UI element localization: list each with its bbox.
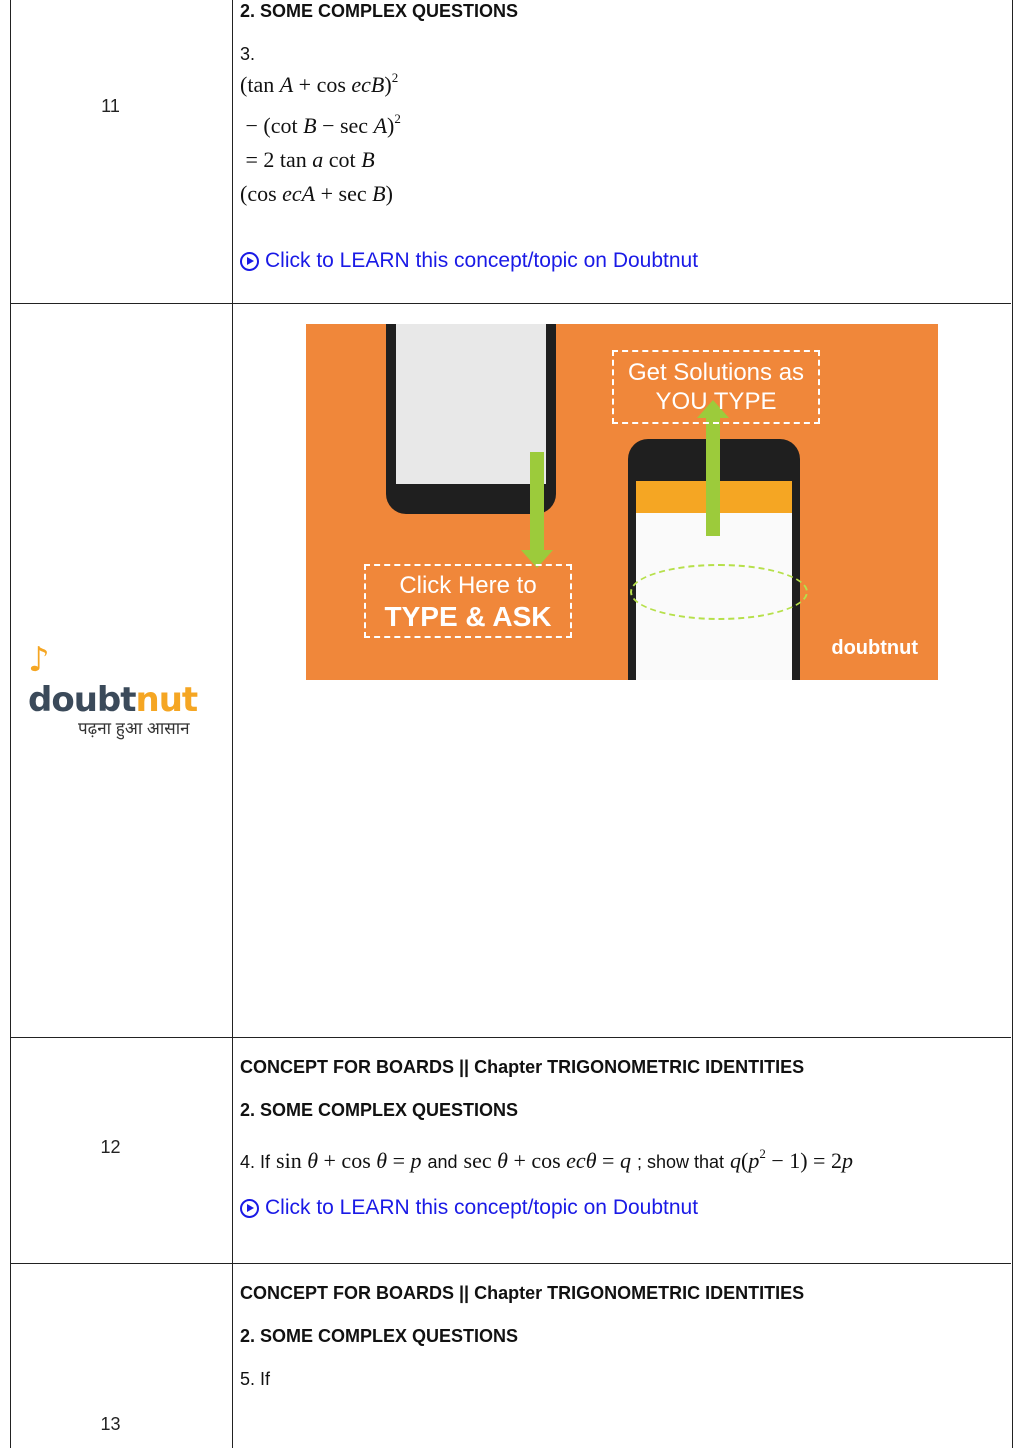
row-divider xyxy=(11,1263,1011,1264)
learn-link[interactable] xyxy=(240,249,980,273)
row-divider xyxy=(11,1037,1011,1038)
question-prefix: 4. If xyxy=(240,1152,271,1172)
row-13-content xyxy=(240,1283,980,1390)
banner-logo: doubtnut xyxy=(831,637,918,659)
arrow-up-icon xyxy=(706,416,720,536)
promo-banner[interactable] xyxy=(306,324,938,680)
section-heading: 2. SOME COMPLEX QUESTIONS xyxy=(240,1100,519,1120)
play-circle-icon xyxy=(240,252,259,271)
concept-heading: CONCEPT FOR BOARDS || Chapter TRIGONOMETRIC IDENTITIES xyxy=(240,1283,805,1303)
question-text: 5. If xyxy=(240,1369,271,1389)
section-heading: 2. SOME COMPLEX QUESTIONS xyxy=(240,1326,519,1346)
type-ask-box xyxy=(364,564,572,638)
row-12-content xyxy=(240,1057,980,1220)
section-heading: 2. SOME COMPLEX QUESTIONS xyxy=(240,1,519,21)
row-11-content xyxy=(240,1,980,273)
learn-link[interactable] xyxy=(240,1196,980,1220)
highlight-ellipse xyxy=(630,564,808,620)
type-ask-line2: TYPE & ASK xyxy=(384,601,552,632)
row-number: 11 xyxy=(101,96,120,116)
learn-link-text[interactable]: Click to LEARN this concept/topic on Doubtnut xyxy=(265,249,699,272)
question-number: 3. xyxy=(240,44,256,64)
row-divider xyxy=(11,303,1011,304)
logo-word-doubt: doubt xyxy=(28,680,136,720)
column-divider xyxy=(232,0,233,1448)
arrow-down-icon xyxy=(530,452,544,552)
question-show: ; show that xyxy=(636,1152,724,1172)
doubtnut-logo: ♪ doubtnut पढ़ना हुआ आसान xyxy=(28,640,218,739)
question-text: 4. If sin θ + cos θ = p and sec θ + cos ecθ = q ; show that $q(p^2 - 1) = 2p$ xyxy=(240,1146,853,1173)
logo-word-nut: nut xyxy=(135,680,198,720)
row-number: 13 xyxy=(100,1414,121,1434)
type-ask-line1: Click Here to xyxy=(399,572,537,599)
logo-tagline: पढ़ना हुआ आसान xyxy=(78,719,190,738)
question-math: (tan A + cos ecB)$^2$ − (cot B − sec A)$^2$ = 2 tan a cot B (cos ecA + sec B) xyxy=(240,70,401,206)
question-and: and xyxy=(427,1152,458,1172)
get-solutions-box: Get Solutions as YOU TYPE xyxy=(612,350,820,424)
play-circle-icon xyxy=(240,1199,259,1218)
row-number: 12 xyxy=(100,1137,121,1157)
learn-link-text[interactable]: Click to LEARN this concept/topic on Doubtnut xyxy=(265,1196,699,1219)
concept-heading: CONCEPT FOR BOARDS || Chapter TRIGONOMETRIC IDENTITIES xyxy=(240,1057,805,1077)
